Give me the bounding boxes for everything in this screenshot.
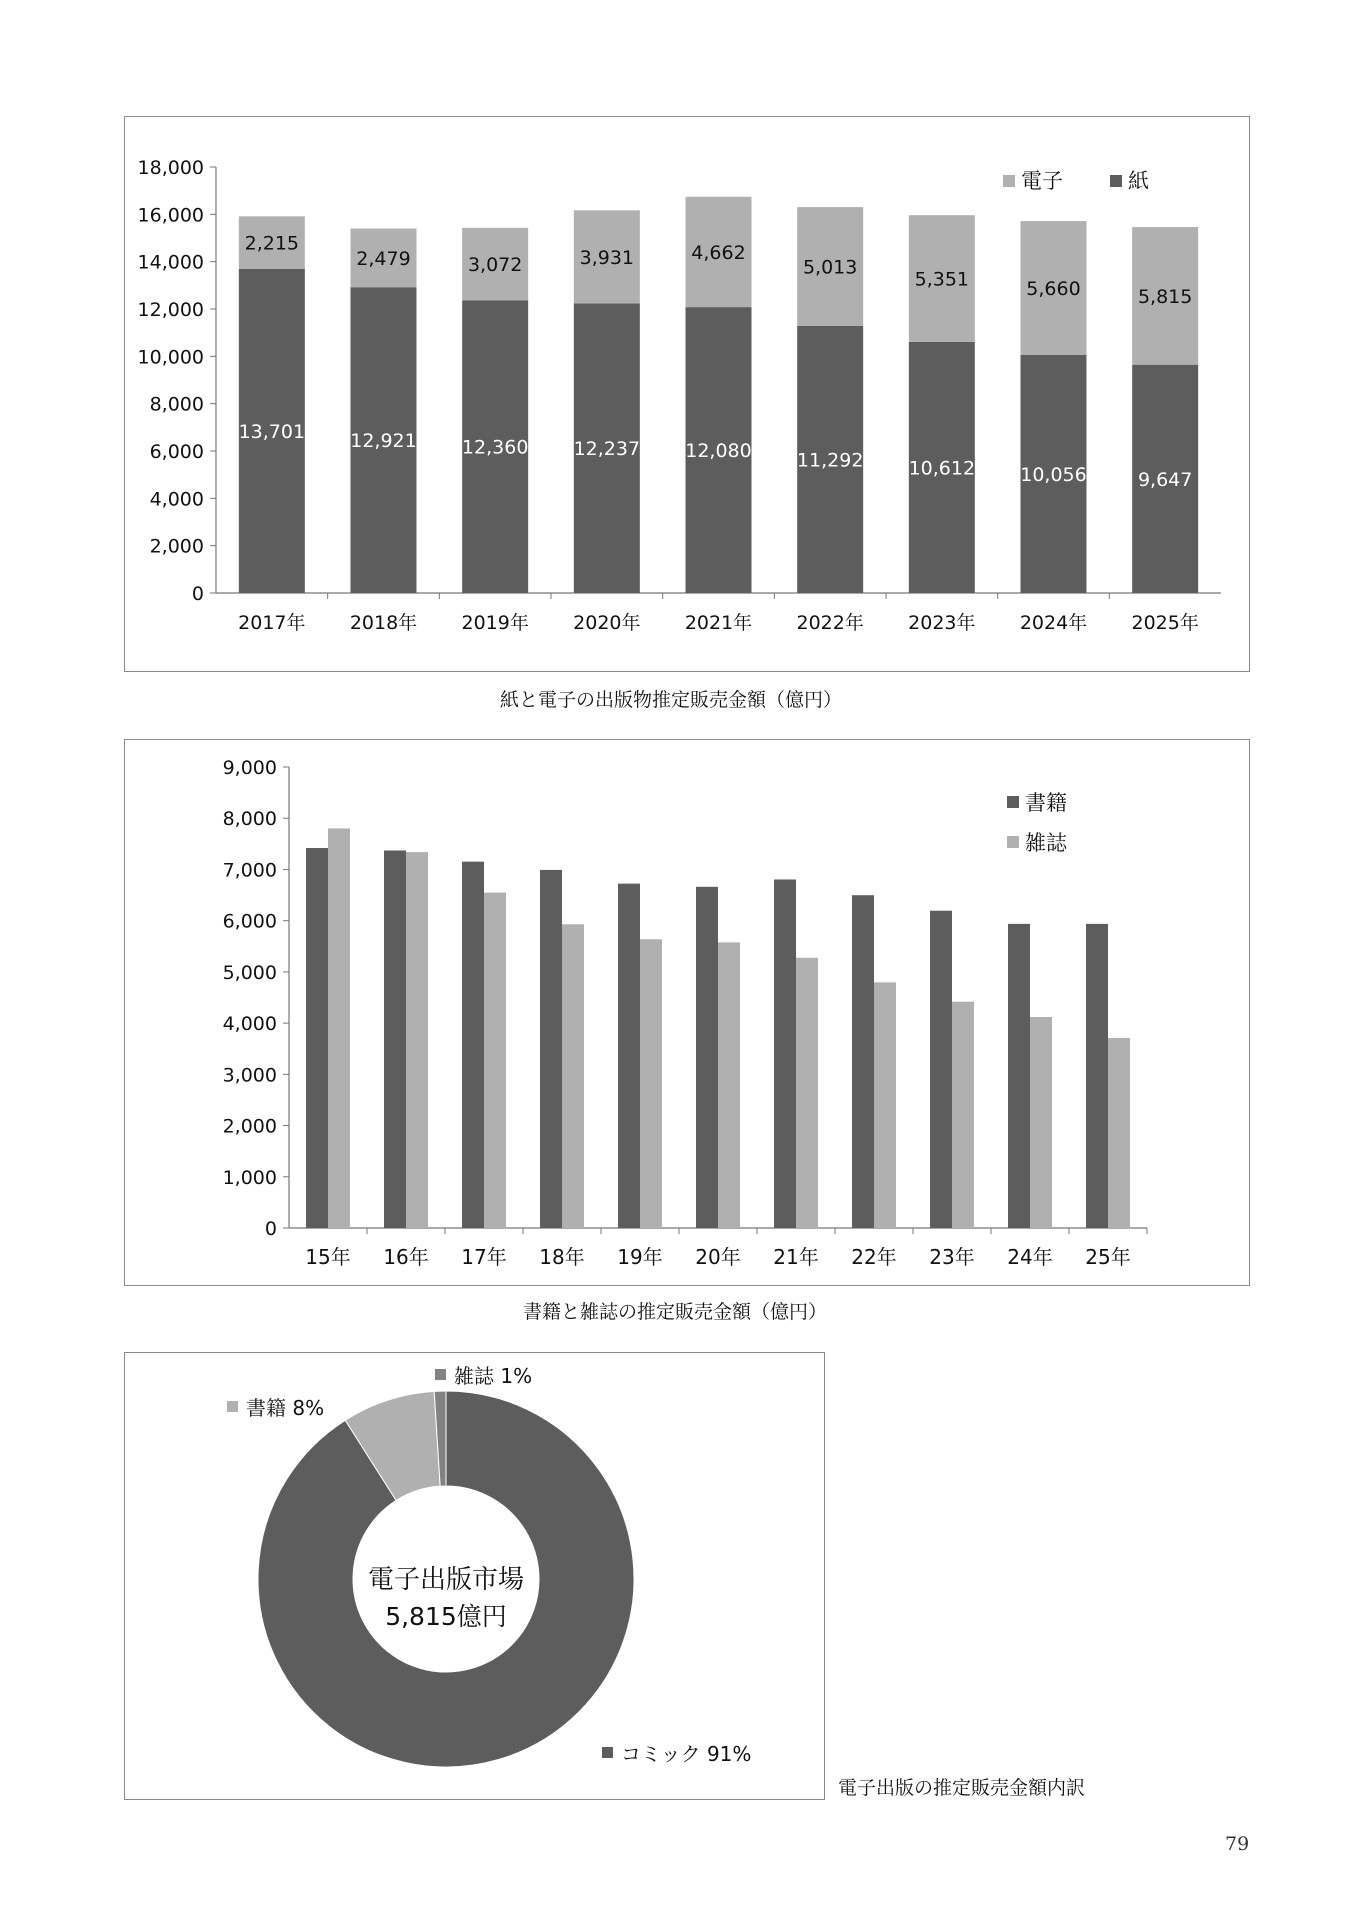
legend-swatch: [1007, 796, 1019, 808]
x-tick-label: 2020年: [573, 612, 641, 634]
x-tick-label: 2021年: [684, 612, 753, 634]
bar-magazines: [328, 828, 350, 1228]
x-tick-label: 2018年: [349, 612, 418, 634]
y-tick-label: 3,000: [222, 1064, 277, 1087]
data-label-paper: 12,237: [573, 438, 641, 461]
x-tick-label: 2019年: [461, 612, 529, 634]
data-label-paper: 10,612: [908, 457, 976, 480]
y-tick-label: 1,000: [222, 1166, 277, 1189]
y-tick-label: 7,000: [222, 859, 277, 882]
x-tick-label: 23年: [929, 1245, 975, 1269]
bar-books: [696, 887, 718, 1228]
bar-magazines: [484, 893, 506, 1228]
data-label-digital: 5,351: [914, 268, 970, 291]
x-tick-label: 2023年: [908, 612, 976, 634]
donut-chart-caption: 電子出版の推定販売金額内訳: [838, 1777, 1086, 1799]
y-tick-label: 2,000: [222, 1115, 277, 1138]
data-label-digital: 5,013: [802, 256, 858, 279]
legend-label: 雑誌: [1025, 831, 1067, 855]
grouped-bar-chart: [125, 740, 1251, 1287]
page-number: 79: [1225, 1833, 1250, 1855]
bar-books: [852, 895, 874, 1228]
x-tick-label: 2025年: [1131, 612, 1199, 634]
donut-legend-swatch: [227, 1401, 238, 1412]
bar-books: [306, 848, 328, 1228]
y-tick-label: 18,000: [137, 157, 204, 179]
data-label-digital: 2,215: [244, 232, 300, 255]
legend-label: 紙: [1128, 169, 1149, 193]
x-tick-label: 17年: [461, 1245, 507, 1269]
donut-legend-swatch: [602, 1747, 613, 1758]
donut-slice-label: コミック 91%: [621, 1742, 752, 1766]
y-tick-label: 4,000: [149, 488, 204, 511]
bar-books: [462, 862, 484, 1228]
y-tick-label: 10,000: [137, 346, 204, 369]
y-tick-label: 6,000: [222, 910, 277, 933]
data-label-digital: 3,931: [579, 246, 635, 269]
y-tick-label: 0: [264, 1218, 277, 1240]
donut-legend-swatch: [435, 1369, 446, 1380]
bar-books: [930, 911, 952, 1228]
legend-swatch: [1003, 175, 1015, 187]
bar-books: [774, 879, 796, 1228]
y-tick-label: 0: [191, 583, 204, 605]
data-label-paper: 9,647: [1137, 468, 1193, 491]
bar-magazines: [406, 852, 428, 1228]
bar-magazines: [796, 958, 818, 1228]
x-tick-label: 24年: [1007, 1245, 1053, 1269]
data-label-paper: 11,292: [796, 449, 864, 472]
x-tick-label: 20年: [695, 1245, 741, 1269]
donut-slice-label: 雑誌 1%: [454, 1364, 533, 1388]
bar-magazines: [1030, 1017, 1052, 1228]
donut-chart-frame: [124, 1352, 825, 1800]
bar-magazines: [1108, 1038, 1130, 1228]
data-label-paper: 10,056: [1020, 464, 1087, 487]
grouped-chart-frame: [124, 739, 1250, 1286]
grouped-chart-caption: 書籍と雑誌の推定販売金額（億円）: [523, 1301, 828, 1323]
y-tick-label: 8,000: [222, 808, 277, 831]
data-label-paper: 12,360: [461, 436, 529, 459]
stacked-chart-frame: [124, 116, 1250, 672]
data-label-digital: 5,815: [1137, 285, 1193, 308]
donut-center-title: 電子出版市場: [367, 1565, 524, 1595]
bar-books: [618, 884, 640, 1228]
y-tick-label: 16,000: [137, 204, 204, 227]
donut-slice-label: 書籍 8%: [246, 1396, 325, 1420]
bar-books: [384, 850, 406, 1228]
stacked-bar-chart: [125, 117, 1251, 673]
bar-magazines: [952, 1002, 974, 1228]
x-tick-label: 22年: [851, 1245, 897, 1269]
x-tick-label: 21年: [773, 1245, 819, 1269]
data-label-digital: 3,072: [467, 254, 523, 277]
x-tick-label: 19年: [617, 1245, 663, 1269]
x-tick-label: 15年: [305, 1245, 351, 1269]
legend-swatch: [1007, 836, 1019, 848]
bar-books: [1008, 924, 1030, 1228]
y-tick-label: 14,000: [137, 251, 204, 274]
bar-magazines: [718, 942, 740, 1228]
bar-magazines: [874, 982, 896, 1228]
data-label-digital: 4,662: [691, 241, 746, 264]
y-tick-label: 6,000: [149, 441, 204, 463]
x-tick-label: 2017年: [238, 612, 306, 634]
legend-label: 書籍: [1025, 791, 1067, 815]
y-tick-label: 8,000: [149, 393, 204, 416]
x-tick-label: 18年: [539, 1245, 585, 1269]
x-tick-label: 25年: [1085, 1245, 1131, 1269]
bar-books: [1086, 924, 1108, 1228]
y-tick-label: 5,000: [222, 961, 277, 984]
data-label-digital: 2,479: [356, 247, 411, 270]
legend-swatch: [1110, 175, 1122, 187]
donut-center-value: 5,815億円: [385, 1602, 507, 1631]
bar-magazines: [640, 939, 662, 1228]
data-label-paper: 12,921: [350, 430, 417, 453]
stacked-chart-caption: 紙と電子の出版物推定販売金額（億円）: [500, 689, 843, 711]
legend-label: 電子: [1021, 169, 1063, 193]
x-tick-label: 2022年: [796, 612, 864, 634]
data-label-digital: 5,660: [1026, 278, 1081, 301]
bar-magazines: [562, 924, 584, 1228]
y-tick-label: 12,000: [137, 299, 204, 321]
y-tick-label: 9,000: [222, 757, 277, 779]
data-label-paper: 13,701: [238, 420, 306, 443]
x-tick-label: 2024年: [1019, 612, 1088, 634]
x-tick-label: 16年: [383, 1245, 429, 1269]
y-tick-label: 4,000: [222, 1013, 277, 1036]
bar-books: [540, 870, 562, 1228]
y-tick-label: 2,000: [149, 535, 204, 558]
data-label-paper: 12,080: [685, 440, 752, 463]
